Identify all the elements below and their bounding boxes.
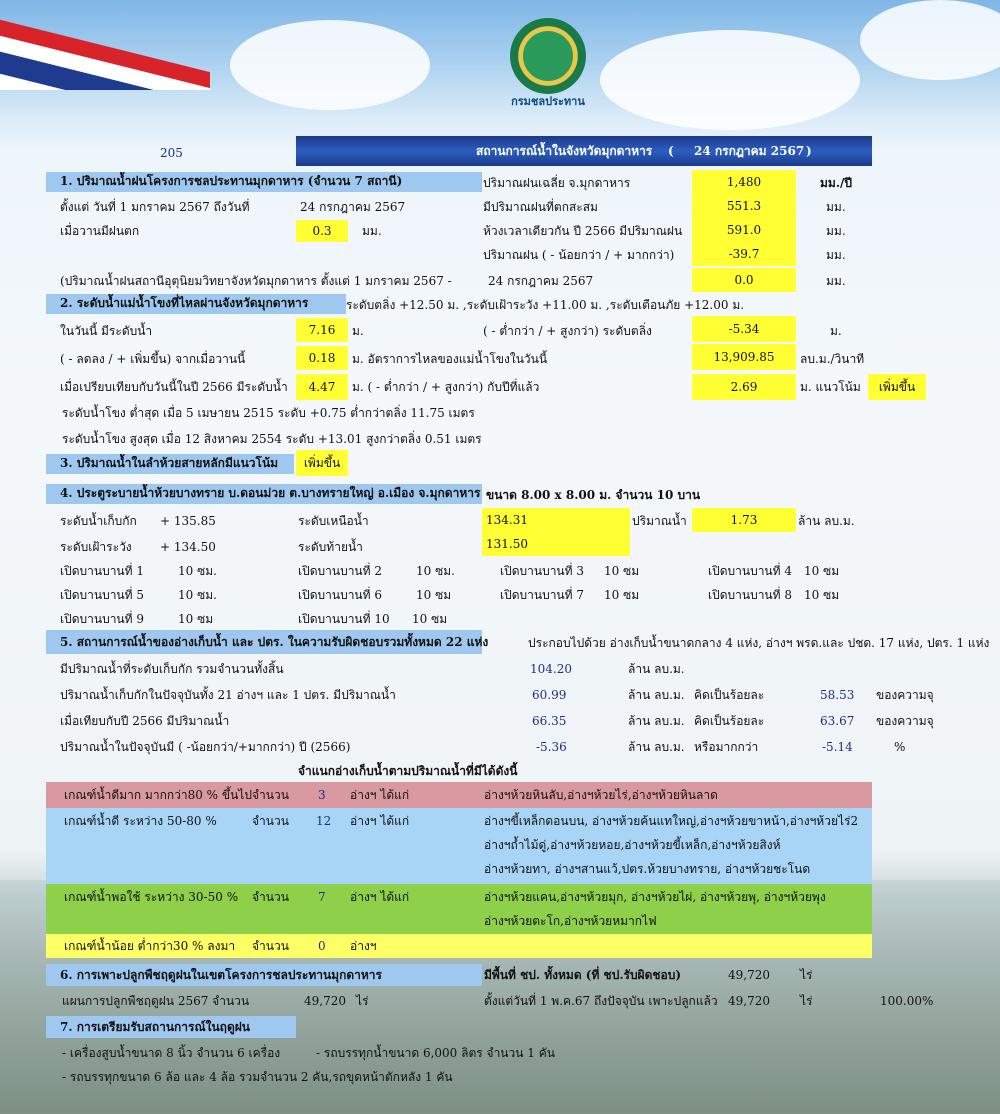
gate-label: เปิดบานบานที่ 9 [60,612,144,626]
reservoir-row-label: มีปริมาณน้ำที่ระดับเก็บกัก รวมจำนวนทั้งสิ้น [60,662,284,676]
level-change-value: 0.18 [296,346,348,370]
rain-diff-value: -39.7 [692,242,796,266]
rain-diff-unit: มม. [826,248,846,262]
section-6-header: 6. การเพาะปลูกพืชฤดูฝนในเขตโครงการชลประทานมุกดาหาร [46,964,482,986]
class-count-label: จำนวน [252,814,289,828]
gate-label: เปิดบานบานที่ 1 [60,564,144,578]
planted-label: ตั้งแต่วันที่ 1 พ.ค.67 ถึงปัจจุบัน เพาะปลูกแล้ว [484,994,718,1008]
reservoir-row-tail: ของความจุ [876,714,934,728]
logo-text: กรมชลประทาน [511,95,585,108]
upstream-level-label: ระดับเหนือน้ำ [298,514,369,528]
class-count-label: จำนวน [252,939,289,953]
gate-volume-unit: ล้าน ลบ.ม. [798,514,855,528]
class-reservoir-list: อ่างฯขี้เหล็กดอนบน, อ่างฯห้วยค้นแทใหญ่,อ่างฯห้วยขาหน้า,อ่างฯห้วยไร่2 [484,814,859,828]
class-reservoir-list: อ่างฯห้วยทา, อ่างฯสานแว้,ปตร.ห้วยบางทราย, อ่างฯห้วยชะโนด [484,862,811,876]
accum-rain-value: 551.3 [692,194,796,218]
page-number: 205 [160,146,183,160]
accum-rain-label: มีปริมาณฝนที่ตกสะสม [483,200,598,214]
gate-label: เปิดบานบานที่ 3 [500,564,584,578]
class-count: 7 [318,890,326,904]
rain-diff-label: ปริมาณฝน ( - น้อยกว่า / + มากกว่า) [483,248,675,262]
lastyear-rain-value: 591.0 [692,218,796,242]
reservoir-row-pct: 63.67 [820,714,855,728]
yesterday-rain-value: 0.3 [296,220,348,242]
reservoir-row-value: 66.35 [532,714,567,728]
cloud-image [230,20,430,110]
compare-2566-label: เมื่อเปรียบเทียบกับวันนี้ในปี 2566 มีระดับน้ำ [60,380,288,394]
compare-mid-label: ม. ( - ต่ำกว่า / + สูงกว่า) กับปีที่แล้ว [352,380,540,394]
today-level-label: ในวันนี้ มีระดับน้ำ [60,324,153,338]
avg-rain-unit: มม./ปี [820,176,852,190]
gate-value: 10 ซม [804,588,840,602]
class-criteria: เกณฑ์น้ำน้อย ต่ำกว่า30 % ลงมา [64,939,236,953]
reservoir-row-pct-label: คิดเป็นร้อยละ [694,688,765,702]
reservoir-row-value: -5.36 [536,740,567,754]
cloud-image [600,30,860,130]
class-reservoir-list: อ่างฯห้วยตะโก,อ่างฯห้วยหมากไฟ [484,914,657,928]
downstream-level-value: 131.50 [482,532,630,556]
class-reservoir-list: อ่างฯห้วยแคน,อ่างฯห้วยมุก, อ่างฯห้วยไผ่, อ่างฯห้วยพุ, อ่างฯห้วยพุง [484,890,826,904]
planted-unit: ไร่ [800,994,813,1008]
yesterday-rain-unit: มม. [362,224,382,238]
met-station-to: 24 กรกฎาคม 2567 [488,274,594,288]
compare-2566-value: 4.47 [296,374,348,400]
class-count: 12 [316,814,332,828]
avg-rain-value: 1,480 [692,170,796,194]
watch-level-value: + 134.50 [160,540,216,554]
reservoir-row-value: 104.20 [530,662,572,676]
gate-value: 10 ซม. [178,588,217,602]
trend-label: ม. แนวโน้ม [800,380,861,394]
gate-value: 10 ซม [604,564,640,578]
stream-trend-value: เพิ่มขึ้น [296,450,348,476]
irrigated-area-unit: ไร่ [800,968,813,982]
gate-value: 10 ซม. [416,564,455,578]
gate-label: เปิดบานบานที่ 4 [708,564,792,578]
compare-diff-value: 2.69 [692,374,796,400]
reservoir-row-pct-label: หรือมากกว่า [694,740,759,754]
reservoir-row-pct: -5.14 [822,740,853,754]
gate-label: เปิดบานบานที่ 5 [60,588,144,602]
class-criteria: เกณฑ์น้ำพอใช้ ระหว่าง 30-50 % [64,890,239,904]
reservoir-row-label: เมื่อเทียบกับปี 2566 มีปริมาณน้ำ [60,714,230,728]
class-reservoir-list: อ่างฯห้วยหินลับ,อ่างฯห้วยไร่,อ่างฯห้วยหินลาด [484,788,718,802]
reservoir-composition: ประกอบไปด้วย อ่างเก็บน้ำขนาดกลาง 4 แห่ง, อ่างฯ พรด.และ ปชด. 17 แห่ง, ปตร. 1 แห่ง [528,636,990,650]
gate-label: เปิดบานบานที่ 10 [298,612,390,626]
level-change-label: ( - ลดลง / + เพิ่มขึ้น) จากเมื่อวานนี้ [60,352,246,366]
flow-rate-unit: ลบ.ม./วินาที [800,352,865,366]
class-count: 0 [318,939,326,953]
reservoir-row-unit: ล้าน ลบ.ม. [628,688,685,702]
trend-value: เพิ่มขึ้น [868,374,926,400]
thai-flag-image [0,0,210,90]
bank-diff-label: ( - ต่ำกว่า / + สูงกว่า) ระดับตลิ่ง [483,324,652,338]
bank-diff-value: -5.34 [692,316,796,342]
downstream-level-label: ระดับท้ายน้ำ [298,540,363,554]
gate-label: เปิดบานบานที่ 7 [500,588,584,602]
watch-level-label: ระดับเฝ้าระวัง [60,540,132,554]
class-count-label: จำนวน [252,890,289,904]
gate-label: เปิดบานบานที่ 6 [298,588,382,602]
storage-level-label: ระดับน้ำเก็บกัก [60,514,137,528]
accum-rain-unit: มม. [826,200,846,214]
rain-period-label: ตั้งแต่ วันที่ 1 มกราคม 2567 ถึงวันที่ [60,200,250,214]
reservoir-row-unit: ล้าน ลบ.ม. [628,662,685,676]
section-1-header: 1. ปริมาณน้ำฝนโครงการชลประทานมุกดาหาร (จำนวน 7 สถานี) [46,172,482,192]
class-criteria: เกณฑ์น้ำดี ระหว่าง 50-80 % [64,814,217,828]
class-reservoir-list: อ่างฯถ้ำไม้ดู่,อ่างฯห้วยหอย,อ่างฯห้วยขี้เหล็ก,อ่างฯห้วยสิงห์ [484,838,781,852]
planting-plan-value: 49,720 [304,994,346,1008]
today-level-unit: ม. [352,324,364,338]
flow-rate-label: ม. อัตราการไหลของแม่น้ำโขงในวันนี้ [352,352,548,366]
planted-percent: 100.00% [880,994,934,1008]
met-station-label: (ปริมาณน้ำฝนสถานีอุตุนิยมวิทยาจังหวัดมุกดาหาร ตั้งแต่ 1 มกราคม 2567 - [60,274,452,288]
section-7-header: 7. การเตรียมรับสถานการณ์ในฤดูฝน [46,1016,296,1038]
gate-value: 10 ซม [416,588,452,602]
flow-rate-value: 13,909.85 [692,344,796,370]
upstream-level-value: 134.31 [482,508,630,532]
class-count-label: จำนวน [252,788,289,802]
prep-line: - เครื่องสูบน้ำขนาด 8 นิ้ว จำนวน 6 เครื่อง [62,1046,281,1060]
gate-value: 10 ซม [178,612,214,626]
class-count: 3 [318,788,326,802]
avg-rain-label: ปริมาณฝนเฉลี่ย จ.มุกดาหาร [483,176,631,190]
reservoir-row-unit: ล้าน ลบ.ม. [628,714,685,728]
classify-title: จำแนกอ่างเก็บน้ำตามปริมาณน้ำที่มีได้ดังนี้ [298,764,518,778]
planting-plan-unit: ไร่ [356,994,369,1008]
gate-value: 10 ซม [412,612,448,626]
met-station-unit: มม. [826,274,846,288]
reservoir-row-unit: ล้าน ลบ.ม. [628,740,685,754]
planted-value: 49,720 [728,994,770,1008]
section-5-header: 5. สถานการณ์น้ำของอ่างเก็บน้ำ และ ปตร. ในความรับผิดชอบรวมทั้งหมด 22 แห่ง [46,630,482,654]
gate-value: 10 ซม [604,588,640,602]
bank-diff-unit: ม. [830,324,842,338]
reservoir-row-label: ปริมาณน้ำในปัจจุบันมี ( -น้อยกว่า/+มากกว่า) ปี (2566) [60,740,351,754]
today-level-value: 7.16 [296,318,348,342]
class-reservoir-label: อ่างฯ ได้แก่ [350,788,410,802]
gate-volume-value: 1.73 [692,508,796,532]
title-date: 24 กรกฎาคม 2567 [694,144,805,158]
royal-irrigation-emblem-icon [510,18,586,94]
lastyear-rain-unit: มม. [826,224,846,238]
mekong-min-record: ระดับน้ำโขง ต่ำสุด เมื่อ 5 เมษายน 2515 ระดับ +0.75 ต่ำกว่าตลิ่ง 11.75 เมตร [62,406,475,420]
section-2-header: 2. ระดับน้ำแม่น้ำโขงที่ไหลผ่านจังหวัดมุกดาหาร [46,294,346,314]
section-3-header: 3. ปริมาณน้ำในลำห้วยสายหลักมีแนวโน้ม [46,454,294,474]
reservoir-row-pct-label: คิดเป็นร้อยละ [694,714,765,728]
gate-size: ขนาด 8.00 x 8.00 ม. จำนวน 10 บาน [486,488,701,502]
storage-level-value: + 135.85 [160,514,216,528]
rain-period-to: 24 กรกฎาคม 2567 [300,200,406,214]
gate-label: เปิดบานบานที่ 2 [298,564,382,578]
gate-volume-label: ปริมาณน้ำ [632,514,687,528]
lastyear-rain-label: ห้วงเวลาเดียวกัน ปี 2566 มีปริมาณฝน [483,224,683,238]
mekong-max-record: ระดับน้ำโขง สูงสุด เมื่อ 12 สิงหาคม 2554 ระดับ +13.01 สูงกว่าตลิ่ง 0.51 เมตร [62,432,482,446]
title-paren-close: ) [806,144,812,158]
title-paren-open: ( [668,144,674,158]
irrigated-area-label: มีพื้นที่ ชป. ทั้งหมด (ที่ ชป.รับผิดชอบ) [484,968,682,982]
reservoir-row-tail: ของความจุ [876,688,934,702]
title-label: สถานการณ์น้ำในจังหวัดมุกดาหาร [476,144,653,158]
class-reservoir-label: อ่างฯ ได้แก่ [350,814,410,828]
reservoir-row-value: 60.99 [532,688,567,702]
irrigated-area-value: 49,720 [728,968,770,982]
gate-value: 10 ซม [804,564,840,578]
met-station-value: 0.0 [692,268,796,292]
mekong-criteria: ระดับตลิ่ง +12.50 ม. ,ระดับเฝ้าระวัง +11.00 ม. ,ระดับเตือนภัย +12.00 ม. [346,298,745,312]
reservoir-row-label: ปริมาณน้ำเก็บกักในปัจจุบันทั้ง 21 อ่างฯ และ 1 ปตร. มีปริมาณน้ำ [60,688,396,702]
planting-plan-label: แผนการปลูกพืชฤดูฝน 2567 จำนวน [62,994,250,1008]
reservoir-row-pct: 58.53 [820,688,855,702]
section-4-header: 4. ประตูระบายน้ำห้วยบางทราย บ.ดอนม่วย ต.บางทรายใหญ่ อ.เมือง จ.มุกดาหาร [46,484,482,504]
gate-label: เปิดบานบานที่ 8 [708,588,792,602]
prep-line: - รถบรรทุกขนาด 6 ล้อ และ 4 ล้อ รวมจำนวน 2 คัน,รถขุดหน้าตักหลัง 1 คัน [62,1070,453,1084]
class-criteria: เกณฑ์น้ำดีมาก มากกว่า80 % ขึ้นไป [64,788,252,802]
gate-value: 10 ซม. [178,564,217,578]
class-reservoir-label: อ่างฯ [350,939,377,953]
yesterday-rain-label: เมื่อวานมีฝนตก [60,224,140,238]
title-bar [296,136,872,166]
prep-line: - รถบรรทุกน้ำขนาด 6,000 ลิตร จำนวน 1 คัน [316,1046,555,1060]
class-reservoir-label: อ่างฯ ได้แก่ [350,890,410,904]
reservoir-row-tail: % [894,740,906,754]
